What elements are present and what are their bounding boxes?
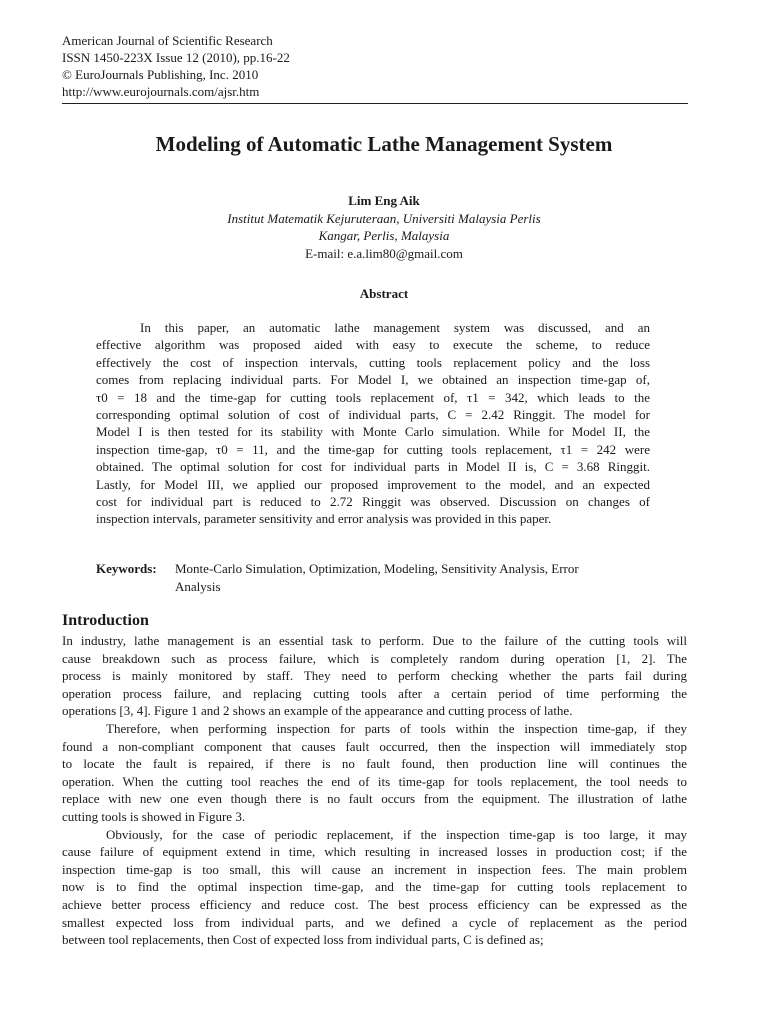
abstract-line: In this paper, an automatic lathe management system was discussed, and an xyxy=(140,320,650,335)
abstract-body xyxy=(96,319,650,528)
body-line: now is to find the optimal inspection time-gap, and the time-gap for cutting tools replacement to xyxy=(62,879,687,895)
abstract-heading: Abstract xyxy=(359,286,409,301)
journal-copyright: © EuroJournals Publishing, Inc. 2010 xyxy=(62,67,259,82)
body-line: replace with new one even though there is no fault occurs from the equipment. The illustration of lathe xyxy=(62,791,687,807)
abstract-line: corresponding optimal solution of cost of individual parts, C = 2.42 Ringgit. The model for xyxy=(96,406,650,422)
keywords-text xyxy=(175,560,655,596)
body-line: operations [3, 4]. Figure 1 and 2 shows an example of the appearance and cutting process of lathe. xyxy=(62,703,573,719)
abstract-line: τ0 = 18 and the time-gap for cutting tools replacement of, τ1 = 342, which leads to the xyxy=(96,389,650,405)
introduction-body xyxy=(62,632,687,949)
abstract-line: inspection time-gap, τ0 = 11, and the time-gap for cutting tools replacement, τ1 = 242 were xyxy=(96,441,650,457)
body-line: cause breakdown such as process failure, which is completely random during operation [1, 2]. The xyxy=(62,650,687,666)
body-line: Obviously, for the case of periodic replacement, if the inspection time-gap is too large, it may xyxy=(106,826,687,842)
body-line: process is mainly monitored by staff. They need to perform checking whether the parts fail during xyxy=(62,668,687,684)
body-line: cause failure of equipment extend in time, which resulting in increased losses in production cost; if the xyxy=(62,844,687,860)
journal-url: http://www.eurojournals.com/ajsr.htm xyxy=(62,84,260,99)
header-divider xyxy=(62,103,688,104)
author-location: Kangar, Perlis, Malaysia xyxy=(318,228,450,243)
body-line: to locate the fault is repaired, if there is no fault found, then production line will continues the xyxy=(62,756,687,772)
author-email: E-mail: e.a.lim80@gmail.com xyxy=(305,245,463,261)
body-line: achieve better process efficiency and reduce cost. The best process efficiency can be expressed as the xyxy=(62,896,687,912)
keywords-line: Monte-Carlo Simulation, Optimization, Modeling, Sensitivity Analysis, Error xyxy=(175,561,579,576)
journal-issn: ISSN 1450-223X Issue 12 (2010), pp.16-22 xyxy=(62,50,290,65)
body-line: operation process failure, and replacing cutting tools after a certain period of time performing the xyxy=(62,685,687,701)
abstract-line: effectively the cost of inspection intervals, cutting tools replacement policy and the loss xyxy=(96,354,650,370)
body-line: between tool replacements, then Cost of expected loss from individual parts, C is defined as; xyxy=(62,932,544,948)
author-affiliation: Institut Matematik Kejuruteraan, Universiti Malaysia Perlis xyxy=(227,210,541,226)
body-line: cutting tools is showed in Figure 3. xyxy=(62,808,246,824)
keywords-label: Keywords: xyxy=(96,561,157,576)
body-line: inspection time-gap is too small, this will cause an increment in inspection fees. The main problem xyxy=(62,861,687,877)
journal-name: American Journal of Scientific Research xyxy=(62,33,273,48)
body-line: operation. When the cutting tool reaches the end of its time-gap for tools replacement, the tool needs to xyxy=(62,773,687,789)
journal-header xyxy=(62,32,290,100)
abstract-line: inspection intervals, parameter sensitivity and error analysis was provided in this paper. xyxy=(96,511,552,527)
abstract-line: comes from replacing individual parts. For Model I, we obtained an inspection time-gap of, xyxy=(96,372,650,388)
author-block xyxy=(0,192,768,262)
body-line: Therefore, when performing inspection for parts of tools within the inspection time-gap, if they xyxy=(106,720,687,736)
abstract-line: cost for individual part is reduced to 2.72 Ringgit was observed. Discussion on changes of xyxy=(96,493,650,509)
author-name: Lim Eng Aik xyxy=(348,193,420,208)
abstract-line: obtained. The optimal solution for cost for individual parts in Model II is, C = 3.68 Ringgit. xyxy=(96,459,650,475)
introduction-heading: Introduction xyxy=(62,612,149,629)
body-line: In industry, lathe management is an essential task to perform. Due to the failure of the cutting tools will xyxy=(62,633,687,648)
body-line: found a non-compliant component that causes fault occurred, then the inspection will immediately stop xyxy=(62,738,687,754)
abstract-line: Lastly, for Model III, we applied our proposed improvement to the model, and an expected xyxy=(96,476,650,492)
abstract-line: Model I is then tested for its stability with Monte Carlo simulation. While for Model II, the xyxy=(96,424,650,440)
abstract-line: effective algorithm was proposed aided with easy to execute the scheme, to reduce xyxy=(96,337,650,353)
body-line: smallest expected loss from individual parts, and we defined a cycle of replacement as the period xyxy=(62,914,687,930)
keywords-line: Analysis xyxy=(175,579,221,594)
paper-title: Modeling of Automatic Lathe Management System xyxy=(155,132,613,156)
